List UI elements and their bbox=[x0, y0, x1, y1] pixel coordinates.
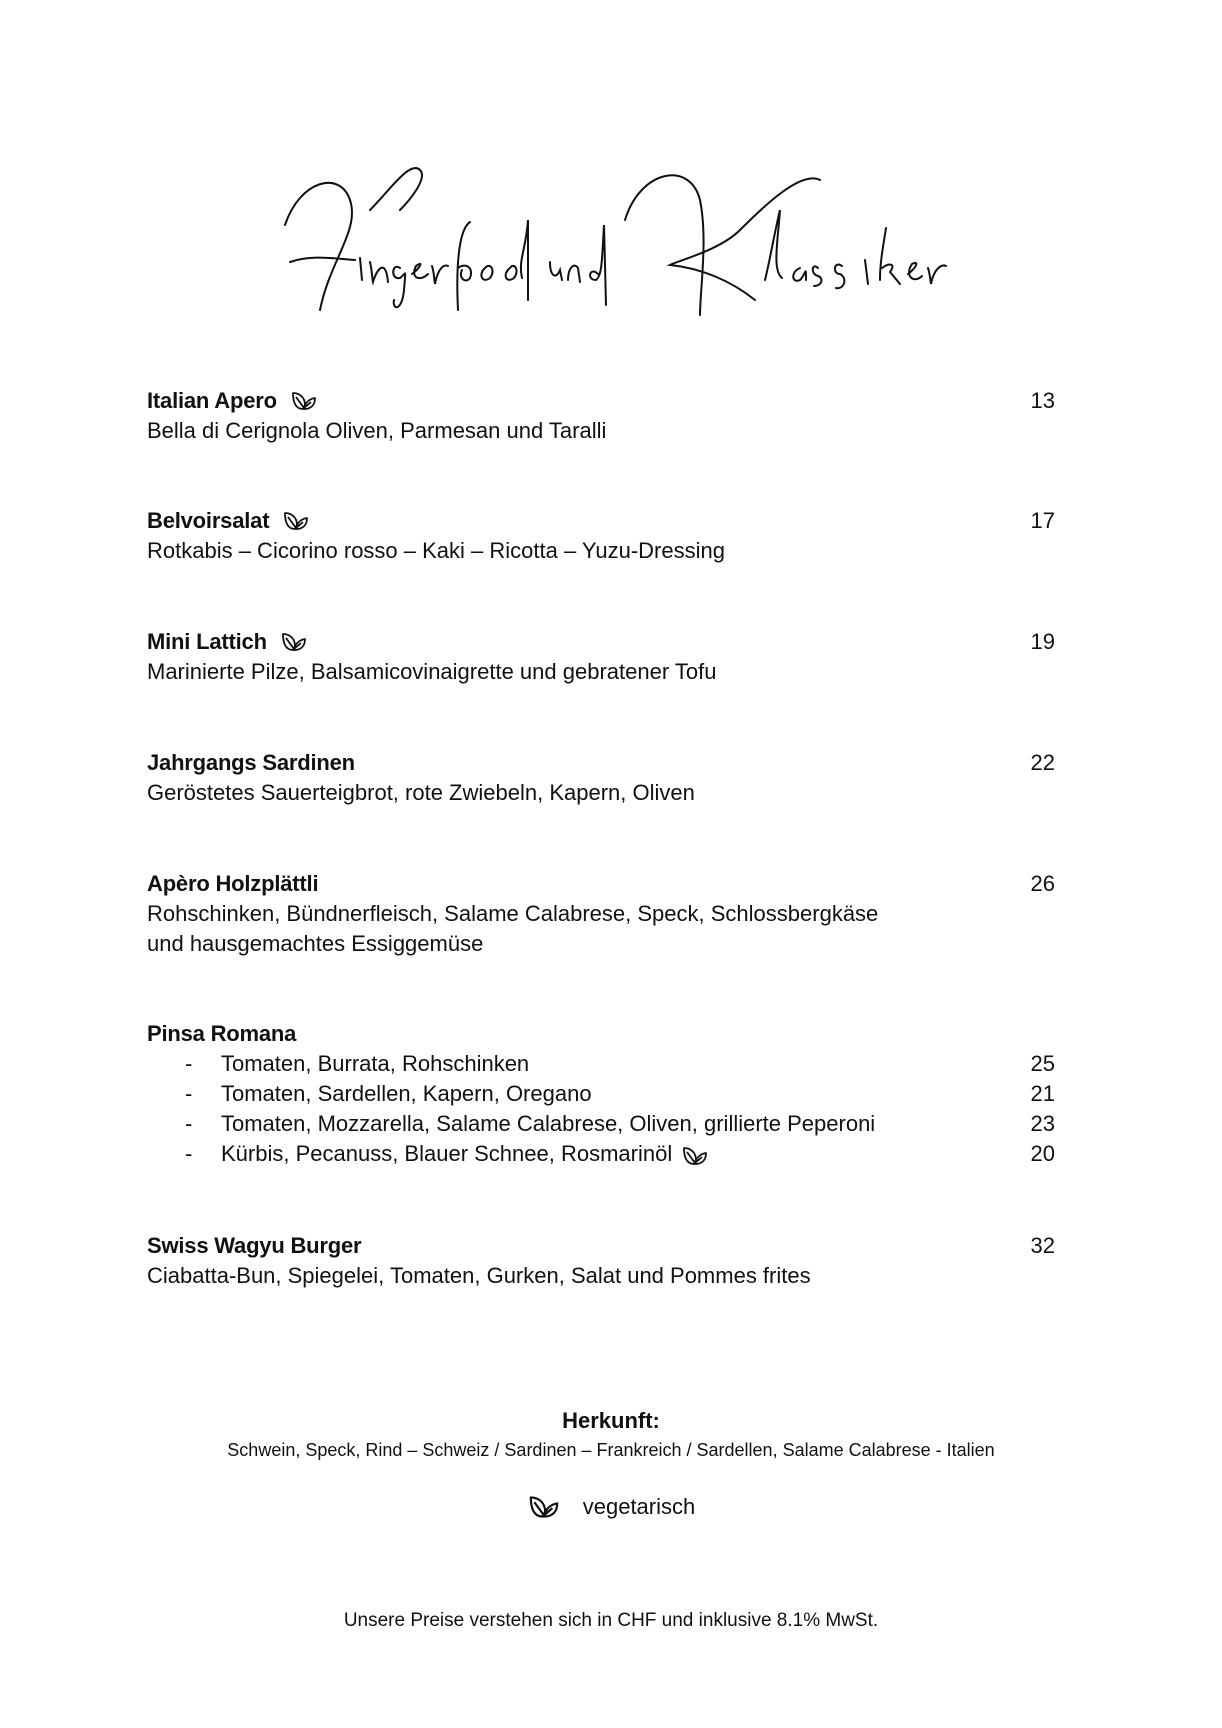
variant-price: 25 bbox=[1030, 1051, 1055, 1076]
item-description: Geröstetes Sauerteigbrot, rote Zwiebeln, Kapern, Oliven bbox=[147, 780, 695, 805]
variant-text: Tomaten, Burrata, Rohschinken bbox=[221, 1051, 530, 1076]
item-price: 22 bbox=[1030, 750, 1055, 775]
bullet-dash: - bbox=[185, 1081, 193, 1106]
menu-item bbox=[147, 627, 1055, 687]
variant-price: 21 bbox=[1030, 1081, 1055, 1106]
variant-text: Kürbis, Pecanuss, Blauer Schnee, Rosmarinöl bbox=[221, 1141, 673, 1166]
menu-item bbox=[147, 386, 1055, 446]
item-name: Jahrgangs Sardinen bbox=[147, 750, 355, 775]
price-note: Unsere Preise verstehen sich in CHF und inklusive 8.1% MwSt. bbox=[343, 1610, 879, 1631]
item-name: Swiss Wagyu Burger bbox=[147, 1233, 362, 1258]
menu-item bbox=[147, 1231, 1055, 1291]
leaf-icon bbox=[682, 1144, 708, 1164]
menu-item bbox=[147, 869, 1055, 959]
item-name: Italian Apero bbox=[147, 388, 277, 413]
variant-text: Tomaten, Mozzarella, Salame Calabrese, Oliven, grillierte Peperoni bbox=[221, 1111, 876, 1136]
item-price: 26 bbox=[1030, 871, 1055, 896]
item-description: und hausgemachtes Essiggemüse bbox=[147, 931, 484, 956]
bullet-dash: - bbox=[185, 1051, 193, 1076]
item-description: Rohschinken, Bündnerfleisch, Salame Calabrese, Speck, Schlossbergkäse bbox=[147, 901, 879, 926]
leaf-icon bbox=[283, 511, 309, 531]
menu-item-pinsa bbox=[147, 1019, 1055, 1169]
leaf-icon bbox=[291, 391, 317, 411]
item-price: 17 bbox=[1030, 508, 1055, 533]
bullet-dash: - bbox=[185, 1111, 193, 1136]
item-price: 32 bbox=[1030, 1233, 1055, 1258]
item-name: Mini Lattich bbox=[147, 629, 267, 654]
item-description: Marinierte Pilze, Balsamicovinaigrette und gebratener Tofu bbox=[147, 659, 717, 684]
page-title-script bbox=[260, 150, 960, 320]
leaf-icon bbox=[527, 1495, 561, 1519]
item-description: Bella di Cerignola Oliven, Parmesan und Taralli bbox=[147, 418, 607, 443]
item-name: Belvoirsalat bbox=[147, 508, 270, 533]
variant-price: 23 bbox=[1030, 1111, 1055, 1136]
pinsa-variant bbox=[147, 1139, 1055, 1169]
pinsa-variant bbox=[147, 1079, 1055, 1109]
origin-title: Herkunft: bbox=[562, 1408, 660, 1433]
origin-text: Schwein, Speck, Rind – Schweiz / Sardinen – Frankreich / Sardellen, Salame Calabrese - Italien bbox=[227, 1440, 995, 1460]
bullet-dash: - bbox=[185, 1141, 193, 1166]
pinsa-variant bbox=[147, 1049, 1055, 1079]
item-name: Pinsa Romana bbox=[147, 1021, 297, 1046]
legend-label: vegetarisch bbox=[582, 1494, 696, 1519]
pinsa-variant bbox=[147, 1109, 1055, 1139]
item-description: Ciabatta-Bun, Spiegelei, Tomaten, Gurken, Salat und Pommes frites bbox=[147, 1263, 811, 1288]
variant-price: 20 bbox=[1030, 1141, 1055, 1166]
legend-vegetarian bbox=[0, 1494, 1222, 1520]
variant-text: Tomaten, Sardellen, Kapern, Oregano bbox=[221, 1081, 592, 1106]
item-price: 19 bbox=[1030, 629, 1055, 654]
menu-item bbox=[147, 506, 1055, 566]
menu-item bbox=[147, 748, 1055, 808]
leaf-icon bbox=[281, 632, 307, 652]
item-description: Rotkabis – Cicorino rosso – Kaki – Ricotta – Yuzu-Dressing bbox=[147, 538, 725, 563]
item-price: 13 bbox=[1030, 388, 1055, 413]
item-name: Apèro Holzplättli bbox=[147, 871, 319, 896]
